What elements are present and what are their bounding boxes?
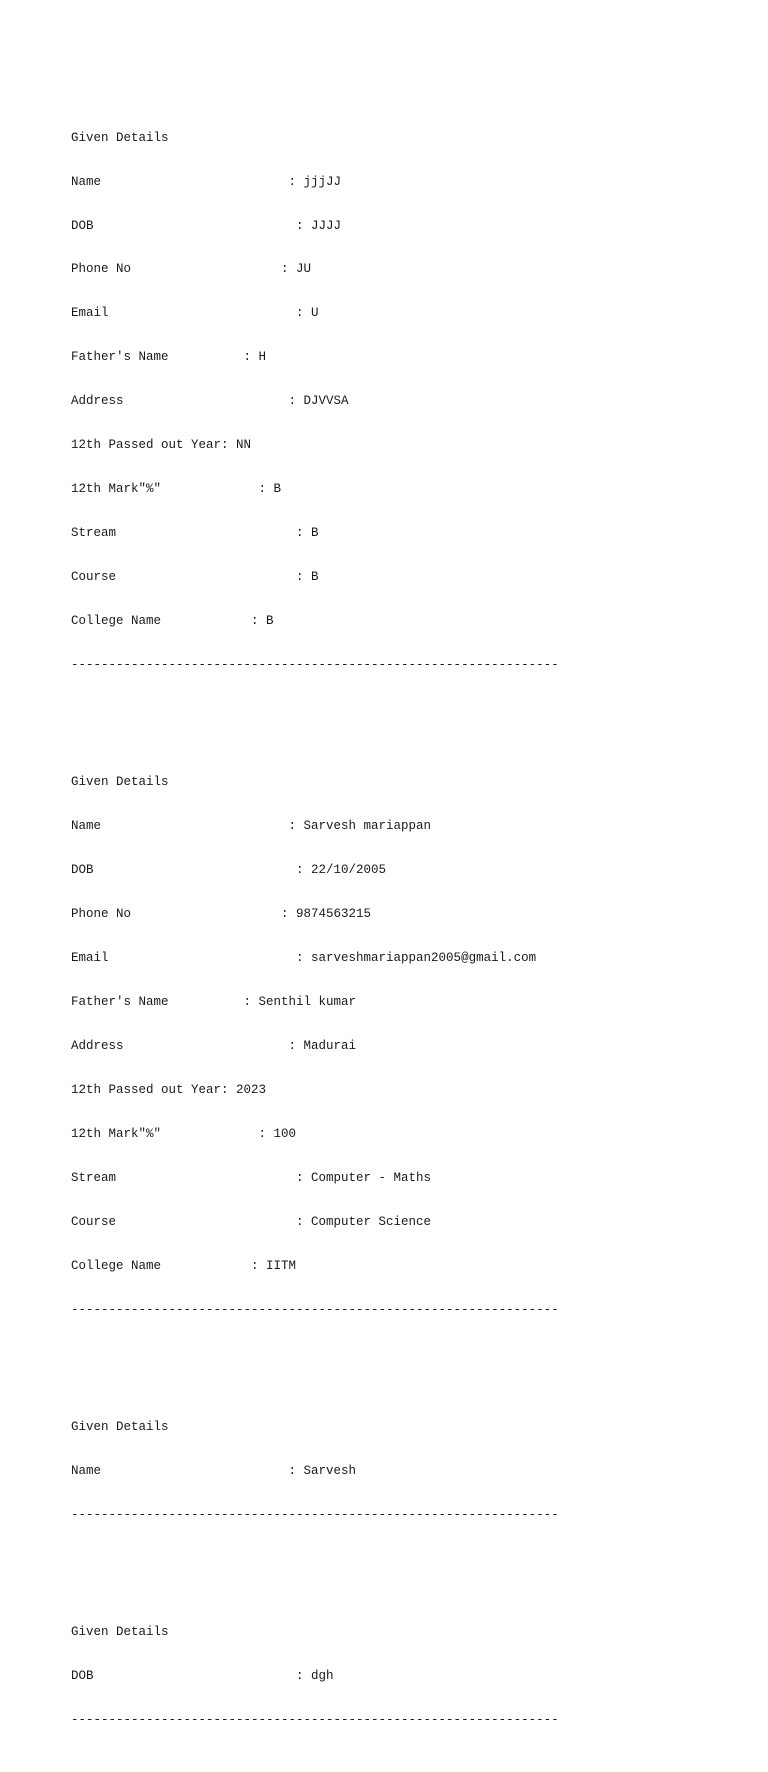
record [71,746,559,1347]
record-heading: Given Details [71,1419,169,1434]
separator-line: ----------------------------------------------------------------- [71,1713,559,1728]
separator-line: ----------------------------------------------------------------- [71,658,559,673]
text-document [71,72,559,1772]
field-stream: Stream : Computer - Maths [71,1170,432,1185]
field-mark: 12th Mark"%" : B [71,482,282,497]
field-address: Address : DJVVSA [71,394,349,409]
field-college-name: College Name : B [71,614,274,629]
field-fathers-name: Father's Name : Senthil kumar [71,995,357,1010]
field-passed-out-year: 12th Passed out Year: NN [71,438,252,453]
field-name: Name : Sarvesh [71,1463,357,1478]
field-name: Name : Sarvesh mariappan [71,819,432,834]
field-course: Course : Computer Science [71,1214,432,1229]
field-name: Name : jjjJJ [71,174,342,189]
record [71,1391,559,1552]
field-mark: 12th Mark"%" : 100 [71,1126,297,1141]
field-address: Address : Madurai [71,1039,357,1054]
separator-line: ----------------------------------------------------------------- [71,1507,559,1522]
field-passed-out-year: 12th Passed out Year: 2023 [71,1082,267,1097]
field-course: Course : B [71,570,319,585]
field-email: Email : U [71,306,319,321]
record-heading: Given Details [71,130,169,145]
field-phone: Phone No : JU [71,262,312,277]
field-fathers-name: Father's Name : H [71,350,267,365]
field-stream: Stream : B [71,526,319,541]
field-dob: DOB : 22/10/2005 [71,863,387,878]
separator-line: ----------------------------------------------------------------- [71,1302,559,1317]
field-dob: DOB : dgh [71,1669,334,1684]
record-heading: Given Details [71,775,169,790]
field-college-name: College Name : IITM [71,1258,297,1273]
record-heading: Given Details [71,1625,169,1640]
field-phone: Phone No : 9874563215 [71,907,372,922]
record [71,101,559,702]
record [71,1596,559,1757]
field-email: Email : sarveshmariappan2005@gmail.com [71,951,537,966]
field-dob: DOB : JJJJ [71,218,342,233]
